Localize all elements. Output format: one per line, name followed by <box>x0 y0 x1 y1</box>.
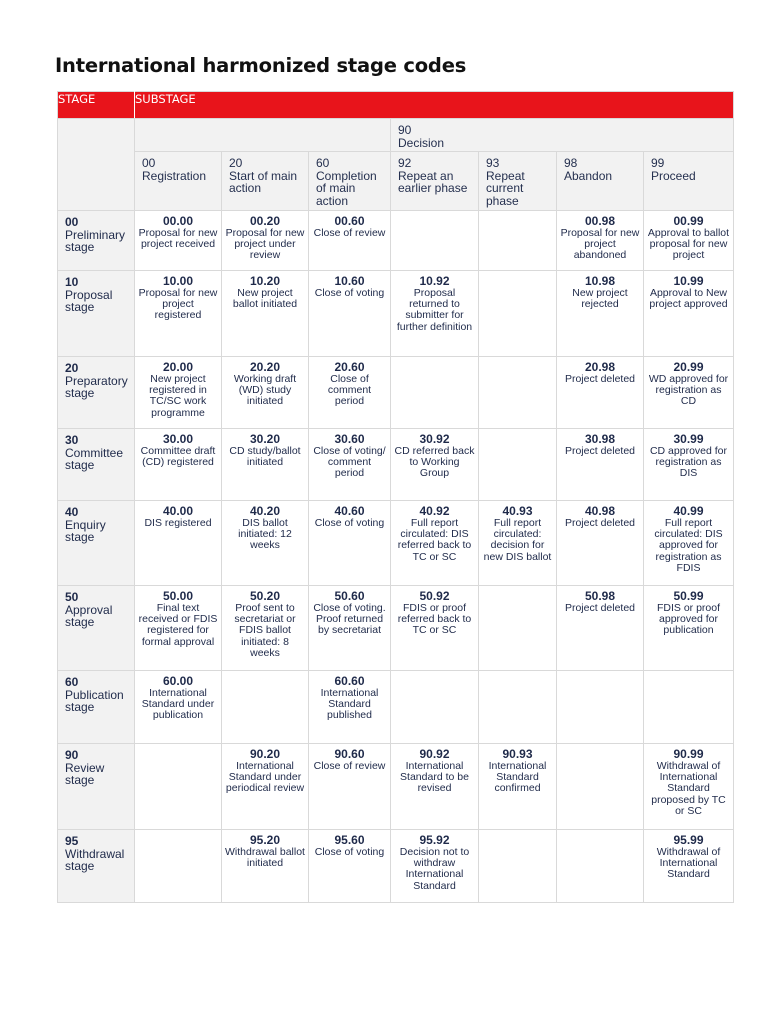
substage-header-92 <box>391 152 479 211</box>
cell-code: 30.98 <box>584 432 616 446</box>
substage-header-98 <box>557 152 644 211</box>
empty-cell <box>557 671 644 744</box>
stage-code: 20 <box>65 361 79 375</box>
cell-description: CD approved for registration as DIS <box>649 444 728 480</box>
stage-code: 60 <box>65 675 79 689</box>
stage-code-cell-20.98 <box>557 357 644 429</box>
cell-description: Withdrawal ballot initiated <box>225 845 305 869</box>
decision-group-row <box>58 119 734 152</box>
stage-cell-60 <box>58 671 135 744</box>
cell-description: Proposal for new project received <box>138 226 218 250</box>
cell-description: International Standard under publication <box>141 686 215 722</box>
cell-description: CD study/ballot initiated <box>229 444 301 468</box>
stage-code-cell-90.99 <box>644 744 734 830</box>
stage-code-cell-95.99 <box>644 830 734 903</box>
stage-code-cell-60.60 <box>309 671 391 744</box>
stage-cell-90 <box>58 744 135 830</box>
stage-code: 40 <box>65 505 79 519</box>
stage-code-cell-10.92 <box>391 271 479 357</box>
cell-description: Close of voting. Proof returned by secretariat <box>313 601 386 637</box>
stage-code-cell-40.98 <box>557 501 644 586</box>
cell-code: 10.00 <box>162 274 194 288</box>
stage-code-cell-50.20 <box>222 586 309 671</box>
substage-label: Start of main action <box>229 168 298 195</box>
cell-description: Close of comment period <box>327 372 372 408</box>
cell-description: DIS ballot initiated: 12 weeks <box>238 516 292 552</box>
cell-code: 20.20 <box>249 360 281 374</box>
cell-description: Final text received or FDIS registered for formal approval <box>138 601 218 648</box>
cell-description: DIS registered <box>144 516 212 529</box>
cell-code: 10.99 <box>673 274 704 288</box>
cell-description: Proposal for new project abandoned <box>560 226 640 262</box>
cell-code: 40.98 <box>584 504 616 518</box>
table-row <box>58 744 734 830</box>
cell-description: Project deleted <box>564 444 636 457</box>
stage-cell-95 <box>58 830 135 903</box>
stage-code-cell-95.20 <box>222 830 309 903</box>
empty-cell <box>391 671 479 744</box>
table-row <box>58 501 734 586</box>
stage-code-cell-40.00 <box>135 501 222 586</box>
stage-code-cell-50.00 <box>135 586 222 671</box>
cell-code: 90.99 <box>673 747 704 761</box>
stage-code: 90 <box>65 748 79 762</box>
stage-header-blank <box>58 119 135 211</box>
stage-code-cell-20.20 <box>222 357 309 429</box>
cell-code: 95.99 <box>673 833 704 847</box>
stage-code-cell-30.00 <box>135 429 222 501</box>
substage-code: 93 <box>486 156 500 170</box>
substage-label: Proceed <box>651 168 696 183</box>
substage-header-20 <box>222 152 309 211</box>
stage-cell-50 <box>58 586 135 671</box>
substage-label: Registration <box>142 168 207 183</box>
stage-code-cell-50.98 <box>557 586 644 671</box>
cell-description: FDIS or proof approved for publication <box>656 601 721 637</box>
cell-description: Close of voting <box>314 516 385 529</box>
cell-description: Working draft (WD) study initiated <box>233 372 297 408</box>
cell-code: 40.99 <box>673 504 704 518</box>
stage-name: Preparatory stage <box>65 373 128 400</box>
substage-code: 20 <box>229 156 243 170</box>
stage-code-cell-30.60 <box>309 429 391 501</box>
empty-cell <box>557 830 644 903</box>
cell-description: Close of review <box>313 226 386 239</box>
cell-code: 50.20 <box>249 589 281 603</box>
cell-code: 95.92 <box>419 833 450 847</box>
cell-description: CD referred back to Working Group <box>394 444 475 480</box>
cell-code: 60.60 <box>334 674 365 688</box>
substage-label: Completion of main action <box>316 168 377 208</box>
cell-code: 20.60 <box>334 360 365 374</box>
stage-code-cell-40.60 <box>309 501 391 586</box>
cell-description: Withdrawal of International Standard proposed by TC or SC <box>651 759 726 818</box>
substage-code: 00 <box>142 156 156 170</box>
cell-description: Full report circulated: DIS referred back to TC or SC <box>397 516 472 563</box>
cell-description: Close of voting <box>314 286 385 299</box>
cell-description: Close of voting/ comment period <box>313 444 386 480</box>
cell-description: International Standard under periodical review <box>225 759 305 795</box>
stage-code-cell-95.92 <box>391 830 479 903</box>
cell-code: 30.20 <box>249 432 281 446</box>
substage-header-00 <box>135 152 222 211</box>
stage-code-cell-95.60 <box>309 830 391 903</box>
cell-description: Proposal for new project under review <box>225 226 305 262</box>
cell-description: Project deleted <box>564 601 636 614</box>
substage-label: Abandon <box>564 168 613 183</box>
cell-description: International Standard published <box>320 686 379 722</box>
empty-cell <box>479 211 557 271</box>
stage-code-cell-40.99 <box>644 501 734 586</box>
table-header-row <box>58 92 734 119</box>
cell-code: 10.98 <box>584 274 616 288</box>
table-row <box>58 357 734 429</box>
stage-code-cell-20.99 <box>644 357 734 429</box>
table-row <box>58 586 734 671</box>
stage-code-cell-00.98 <box>557 211 644 271</box>
cell-code: 95.60 <box>334 833 365 847</box>
cell-description: Project deleted <box>564 372 636 385</box>
cell-description: New project rejected <box>572 286 628 310</box>
cell-code: 30.92 <box>419 432 450 446</box>
cell-code: 00.20 <box>249 214 281 228</box>
stage-code-cell-30.20 <box>222 429 309 501</box>
stage-code-cell-90.92 <box>391 744 479 830</box>
substage-label: Repeat current phase <box>486 168 525 208</box>
stage-cell-10 <box>58 271 135 357</box>
substage-code: 60 <box>316 156 330 170</box>
table-row <box>58 271 734 357</box>
stage-code: 30 <box>65 433 79 447</box>
cell-description: Withdrawal of International Standard <box>656 845 721 881</box>
table-row <box>58 830 734 903</box>
stage-code-cell-60.00 <box>135 671 222 744</box>
cell-description: Proposal returned to submitter for further definition <box>396 286 473 333</box>
stage-cell-00 <box>58 211 135 271</box>
stage-name: Proposal stage <box>65 287 113 314</box>
stage-code-cell-00.00 <box>135 211 222 271</box>
substage-group-blank <box>135 119 391 152</box>
cell-description: International Standard confirmed <box>488 759 547 795</box>
stage-code: 95 <box>65 834 79 848</box>
cell-code: 30.99 <box>673 432 704 446</box>
decision-group-header <box>391 119 734 152</box>
stage-codes-table <box>57 91 734 903</box>
cell-description: Committee draft (CD) registered <box>140 444 216 468</box>
stage-code-cell-40.92 <box>391 501 479 586</box>
stage-code-cell-10.00 <box>135 271 222 357</box>
table-row <box>58 211 734 271</box>
empty-cell <box>391 211 479 271</box>
stage-code-cell-00.99 <box>644 211 734 271</box>
stage-code-cell-00.60 <box>309 211 391 271</box>
cell-code: 90.93 <box>502 747 533 761</box>
table-row <box>58 429 734 501</box>
empty-cell <box>479 671 557 744</box>
cell-description: Full report circulated: decision for new DIS ballot <box>483 516 552 563</box>
decision-group-code: 90 <box>398 123 412 137</box>
cell-code: 00.60 <box>334 214 365 228</box>
stage-code: 50 <box>65 590 79 604</box>
stage-code-cell-10.20 <box>222 271 309 357</box>
stage-code-cell-20.00 <box>135 357 222 429</box>
cell-code: 50.60 <box>334 589 365 603</box>
substage-header-60 <box>309 152 391 211</box>
stage-cell-30 <box>58 429 135 501</box>
cell-code: 40.20 <box>249 504 281 518</box>
cell-code: 40.60 <box>334 504 365 518</box>
stage-code-cell-90.93 <box>479 744 557 830</box>
stage-code-cell-10.99 <box>644 271 734 357</box>
cell-code: 20.99 <box>673 360 704 374</box>
cell-code: 00.99 <box>673 214 704 228</box>
cell-description: International Standard to be revised <box>400 759 469 795</box>
cell-code: 00.98 <box>584 214 616 228</box>
stage-name: Review stage <box>65 760 105 787</box>
stage-name: Committee stage <box>65 445 124 472</box>
stage-name: Enquiry stage <box>65 517 106 544</box>
cell-code: 50.00 <box>162 589 194 603</box>
substage-label: Repeat an earlier phase <box>398 168 468 195</box>
empty-cell <box>479 429 557 501</box>
cell-code: 90.60 <box>334 747 365 761</box>
stage-code-cell-40.20 <box>222 501 309 586</box>
cell-code: 40.93 <box>502 504 533 518</box>
substage-header-99 <box>644 152 734 211</box>
stage-column-header: STAGE <box>58 92 135 119</box>
cell-code: 30.60 <box>334 432 365 446</box>
decision-group-label: Decision <box>398 135 445 150</box>
stage-code-cell-30.98 <box>557 429 644 501</box>
cell-code: 10.20 <box>249 274 281 288</box>
cell-description: Close of review <box>313 759 386 772</box>
empty-cell <box>479 271 557 357</box>
cell-code: 00.00 <box>162 214 194 228</box>
stage-code-cell-10.60 <box>309 271 391 357</box>
stage-cell-20 <box>58 357 135 429</box>
empty-cell <box>135 744 222 830</box>
substage-code: 92 <box>398 156 412 170</box>
cell-code: 30.00 <box>162 432 194 446</box>
cell-code: 10.60 <box>334 274 365 288</box>
cell-description: Approval to New project approved <box>649 286 728 310</box>
cell-description: Proof sent to secretariat or FDIS ballot initiated: 8 weeks <box>234 601 296 660</box>
substage-header-row <box>58 152 734 211</box>
cell-description: Full report circulated: DIS approved for registration as FDIS <box>654 516 723 575</box>
cell-code: 95.20 <box>249 833 281 847</box>
stage-code-cell-40.93 <box>479 501 557 586</box>
cell-code: 90.20 <box>249 747 281 761</box>
stage-code-cell-20.60 <box>309 357 391 429</box>
cell-description: Project deleted <box>564 516 636 529</box>
cell-code: 40.00 <box>162 504 194 518</box>
cell-code: 20.00 <box>162 360 194 374</box>
substage-column-header: SUBSTAGE <box>135 92 734 119</box>
stage-name: Publication stage <box>65 687 124 714</box>
cell-code: 40.92 <box>419 504 450 518</box>
stage-name: Withdrawal stage <box>65 846 125 873</box>
empty-cell <box>644 671 734 744</box>
cell-description: Decision not to withdraw International Standard <box>399 845 470 892</box>
empty-cell <box>135 830 222 903</box>
empty-cell <box>391 357 479 429</box>
cell-description: New project registered in TC/SC work programme <box>149 372 207 419</box>
stage-code-cell-00.20 <box>222 211 309 271</box>
stage-code-cell-30.99 <box>644 429 734 501</box>
stage-code-cell-30.92 <box>391 429 479 501</box>
empty-cell <box>557 744 644 830</box>
stage-code-cell-90.60 <box>309 744 391 830</box>
cell-description: New project ballot initiated <box>232 286 298 310</box>
stage-name: Preliminary stage <box>65 227 126 254</box>
page-title: International harmonized stage codes <box>55 54 467 77</box>
empty-cell <box>222 671 309 744</box>
cell-description: FDIS or proof referred back to TC or SC <box>397 601 472 637</box>
stage-code: 00 <box>65 215 79 229</box>
cell-description: WD approved for registration as CD <box>648 372 729 408</box>
cell-code: 90.92 <box>419 747 450 761</box>
substage-code: 98 <box>564 156 578 170</box>
stage-code: 10 <box>65 275 79 289</box>
cell-code: 50.98 <box>584 589 616 603</box>
cell-code: 60.00 <box>162 674 194 688</box>
stage-code-cell-90.20 <box>222 744 309 830</box>
cell-code: 20.98 <box>584 360 616 374</box>
stage-code-cell-10.98 <box>557 271 644 357</box>
cell-code: 50.99 <box>673 589 704 603</box>
empty-cell <box>479 357 557 429</box>
cell-description: Approval to ballot proposal for new project <box>647 226 730 262</box>
stage-code-cell-50.99 <box>644 586 734 671</box>
cell-description: Proposal for new project registered <box>138 286 218 322</box>
table-row <box>58 671 734 744</box>
empty-cell <box>479 586 557 671</box>
cell-code: 10.92 <box>419 274 450 288</box>
substage-code: 99 <box>651 156 665 170</box>
substage-header-93 <box>479 152 557 211</box>
stage-code-cell-50.92 <box>391 586 479 671</box>
stage-cell-40 <box>58 501 135 586</box>
empty-cell <box>479 830 557 903</box>
cell-code: 50.92 <box>419 589 450 603</box>
cell-description: Close of voting <box>314 845 385 858</box>
stage-name: Approval stage <box>65 602 113 629</box>
stage-code-cell-50.60 <box>309 586 391 671</box>
